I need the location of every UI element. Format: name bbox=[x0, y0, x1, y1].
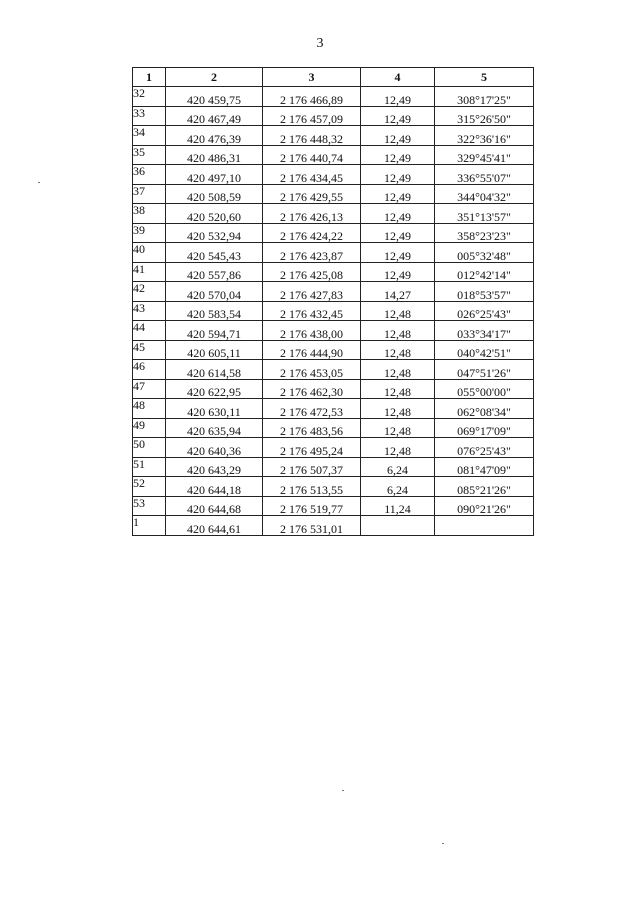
point-number-cell: 50 bbox=[133, 438, 166, 458]
table-row bbox=[133, 165, 534, 185]
table-row bbox=[133, 379, 534, 399]
table-row bbox=[133, 243, 534, 263]
bearing-cell: 351°13'57" bbox=[435, 204, 534, 224]
table-row bbox=[133, 438, 534, 458]
distance-cell: 12,48 bbox=[361, 321, 435, 341]
x-coordinate-cell: 420 545,43 bbox=[166, 243, 263, 263]
x-coordinate-cell: 420 583,54 bbox=[166, 301, 263, 321]
point-number-cell: 39 bbox=[133, 223, 166, 243]
distance-cell bbox=[361, 516, 435, 536]
point-number-cell: 45 bbox=[133, 340, 166, 360]
coordinates-table bbox=[132, 67, 534, 536]
distance-cell: 12,49 bbox=[361, 243, 435, 263]
y-coordinate-cell: 2 176 448,32 bbox=[263, 126, 361, 146]
bearing-cell: 033°34'17" bbox=[435, 321, 534, 341]
y-coordinate-cell: 2 176 472,53 bbox=[263, 399, 361, 419]
point-number-cell: 34 bbox=[133, 126, 166, 146]
table-row bbox=[133, 204, 534, 224]
x-coordinate-cell: 420 594,71 bbox=[166, 321, 263, 341]
table-row bbox=[133, 145, 534, 165]
point-number-cell: 49 bbox=[133, 418, 166, 438]
y-coordinate-cell: 2 176 440,74 bbox=[263, 145, 361, 165]
point-number-cell: 35 bbox=[133, 145, 166, 165]
x-coordinate-cell: 420 570,04 bbox=[166, 282, 263, 302]
x-coordinate-cell: 420 557,86 bbox=[166, 262, 263, 282]
scan-speck bbox=[442, 843, 444, 844]
y-coordinate-cell: 2 176 519,77 bbox=[263, 496, 361, 516]
point-number-cell: 33 bbox=[133, 106, 166, 126]
x-coordinate-cell: 420 467,49 bbox=[166, 106, 263, 126]
page-number: 3 bbox=[316, 36, 324, 51]
bearing-cell: 322°36'16" bbox=[435, 126, 534, 146]
bearing-cell: 012°42'14" bbox=[435, 262, 534, 282]
column-header: 2 bbox=[166, 68, 263, 87]
y-coordinate-cell: 2 176 513,55 bbox=[263, 477, 361, 497]
point-number-cell: 36 bbox=[133, 165, 166, 185]
distance-cell: 6,24 bbox=[361, 477, 435, 497]
x-coordinate-cell: 420 605,11 bbox=[166, 340, 263, 360]
point-number-cell: 40 bbox=[133, 243, 166, 263]
x-coordinate-cell: 420 486,31 bbox=[166, 145, 263, 165]
bearing-cell: 055°00'00" bbox=[435, 379, 534, 399]
table-row bbox=[133, 184, 534, 204]
y-coordinate-cell: 2 176 462,30 bbox=[263, 379, 361, 399]
scan-speck bbox=[342, 790, 344, 791]
point-number-cell: 37 bbox=[133, 184, 166, 204]
point-number-cell: 51 bbox=[133, 457, 166, 477]
x-coordinate-cell: 420 644,61 bbox=[166, 516, 263, 536]
x-coordinate-cell: 420 497,10 bbox=[166, 165, 263, 185]
distance-cell: 12,49 bbox=[361, 87, 435, 107]
distance-cell: 12,48 bbox=[361, 399, 435, 419]
table-row bbox=[133, 340, 534, 360]
table-row bbox=[133, 301, 534, 321]
column-header: 5 bbox=[435, 68, 534, 87]
bearing-cell: 018°53'57" bbox=[435, 282, 534, 302]
distance-cell: 12,49 bbox=[361, 165, 435, 185]
x-coordinate-cell: 420 622,95 bbox=[166, 379, 263, 399]
distance-cell: 12,49 bbox=[361, 126, 435, 146]
y-coordinate-cell: 2 176 434,45 bbox=[263, 165, 361, 185]
table-row bbox=[133, 262, 534, 282]
table-row bbox=[133, 477, 534, 497]
distance-cell: 12,49 bbox=[361, 262, 435, 282]
y-coordinate-cell: 2 176 438,00 bbox=[263, 321, 361, 341]
table-row bbox=[133, 282, 534, 302]
distance-cell: 12,49 bbox=[361, 106, 435, 126]
bearing-cell: 358°23'23" bbox=[435, 223, 534, 243]
y-coordinate-cell: 2 176 466,89 bbox=[263, 87, 361, 107]
x-coordinate-cell: 420 520,60 bbox=[166, 204, 263, 224]
bearing-cell: 076°25'43" bbox=[435, 438, 534, 458]
column-header: 3 bbox=[263, 68, 361, 87]
x-coordinate-cell: 420 532,94 bbox=[166, 223, 263, 243]
distance-cell: 14,27 bbox=[361, 282, 435, 302]
table-row bbox=[133, 496, 534, 516]
distance-cell: 12,48 bbox=[361, 301, 435, 321]
bearing-cell: 329°45'41" bbox=[435, 145, 534, 165]
table-row bbox=[133, 321, 534, 341]
y-coordinate-cell: 2 176 427,83 bbox=[263, 282, 361, 302]
y-coordinate-cell: 2 176 426,13 bbox=[263, 204, 361, 224]
distance-cell: 12,49 bbox=[361, 223, 435, 243]
table-row bbox=[133, 399, 534, 419]
distance-cell: 12,48 bbox=[361, 340, 435, 360]
table-row bbox=[133, 360, 534, 380]
y-coordinate-cell: 2 176 429,55 bbox=[263, 184, 361, 204]
bearing-cell: 005°32'48" bbox=[435, 243, 534, 263]
y-coordinate-cell: 2 176 507,37 bbox=[263, 457, 361, 477]
x-coordinate-cell: 420 635,94 bbox=[166, 418, 263, 438]
distance-cell: 12,49 bbox=[361, 145, 435, 165]
table-row bbox=[133, 223, 534, 243]
y-coordinate-cell: 2 176 425,08 bbox=[263, 262, 361, 282]
bearing-cell: 336°55'07" bbox=[435, 165, 534, 185]
point-number-cell: 53 bbox=[133, 496, 166, 516]
y-coordinate-cell: 2 176 495,24 bbox=[263, 438, 361, 458]
point-number-cell: 41 bbox=[133, 262, 166, 282]
distance-cell: 12,49 bbox=[361, 204, 435, 224]
table-header-row bbox=[133, 68, 534, 87]
table-row bbox=[133, 87, 534, 107]
point-number-cell: 52 bbox=[133, 477, 166, 497]
bearing-cell: 081°47'09" bbox=[435, 457, 534, 477]
x-coordinate-cell: 420 508,59 bbox=[166, 184, 263, 204]
y-coordinate-cell: 2 176 483,56 bbox=[263, 418, 361, 438]
bearing-cell: 069°17'09" bbox=[435, 418, 534, 438]
x-coordinate-cell: 420 476,39 bbox=[166, 126, 263, 146]
distance-cell: 12,48 bbox=[361, 360, 435, 380]
bearing-cell: 062°08'34" bbox=[435, 399, 534, 419]
column-header: 4 bbox=[361, 68, 435, 87]
bearing-cell: 040°42'51" bbox=[435, 340, 534, 360]
table-body bbox=[133, 87, 534, 536]
column-header: 1 bbox=[133, 68, 166, 87]
y-coordinate-cell: 2 176 424,22 bbox=[263, 223, 361, 243]
distance-cell: 11,24 bbox=[361, 496, 435, 516]
x-coordinate-cell: 420 643,29 bbox=[166, 457, 263, 477]
x-coordinate-cell: 420 640,36 bbox=[166, 438, 263, 458]
x-coordinate-cell: 420 459,75 bbox=[166, 87, 263, 107]
x-coordinate-cell: 420 630,11 bbox=[166, 399, 263, 419]
point-number-cell: 38 bbox=[133, 204, 166, 224]
y-coordinate-cell: 2 176 444,90 bbox=[263, 340, 361, 360]
distance-cell: 6,24 bbox=[361, 457, 435, 477]
y-coordinate-cell: 2 176 531,01 bbox=[263, 516, 361, 536]
y-coordinate-cell: 2 176 457,09 bbox=[263, 106, 361, 126]
bearing-cell: 047°51'26" bbox=[435, 360, 534, 380]
bearing-cell: 344°04'32" bbox=[435, 184, 534, 204]
distance-cell: 12,48 bbox=[361, 379, 435, 399]
bearing-cell: 026°25'43" bbox=[435, 301, 534, 321]
y-coordinate-cell: 2 176 423,87 bbox=[263, 243, 361, 263]
distance-cell: 12,49 bbox=[361, 184, 435, 204]
scan-speck bbox=[38, 182, 40, 183]
point-number-cell: 43 bbox=[133, 301, 166, 321]
point-number-cell: 47 bbox=[133, 379, 166, 399]
point-number-cell: 42 bbox=[133, 282, 166, 302]
x-coordinate-cell: 420 644,68 bbox=[166, 496, 263, 516]
point-number-cell: 1 bbox=[133, 516, 166, 536]
point-number-cell: 44 bbox=[133, 321, 166, 341]
point-number-cell: 48 bbox=[133, 399, 166, 419]
table-row bbox=[133, 126, 534, 146]
bearing-cell bbox=[435, 516, 534, 536]
point-number-cell: 32 bbox=[133, 87, 166, 107]
distance-cell: 12,48 bbox=[361, 438, 435, 458]
y-coordinate-cell: 2 176 432,45 bbox=[263, 301, 361, 321]
x-coordinate-cell: 420 644,18 bbox=[166, 477, 263, 497]
bearing-cell: 090°21'26" bbox=[435, 496, 534, 516]
table-row bbox=[133, 516, 534, 536]
table-row bbox=[133, 457, 534, 477]
table-row bbox=[133, 418, 534, 438]
bearing-cell: 085°21'26" bbox=[435, 477, 534, 497]
bearing-cell: 308°17'25" bbox=[435, 87, 534, 107]
bearing-cell: 315°26'50" bbox=[435, 106, 534, 126]
x-coordinate-cell: 420 614,58 bbox=[166, 360, 263, 380]
table-row bbox=[133, 106, 534, 126]
y-coordinate-cell: 2 176 453,05 bbox=[263, 360, 361, 380]
point-number-cell: 46 bbox=[133, 360, 166, 380]
distance-cell: 12,48 bbox=[361, 418, 435, 438]
